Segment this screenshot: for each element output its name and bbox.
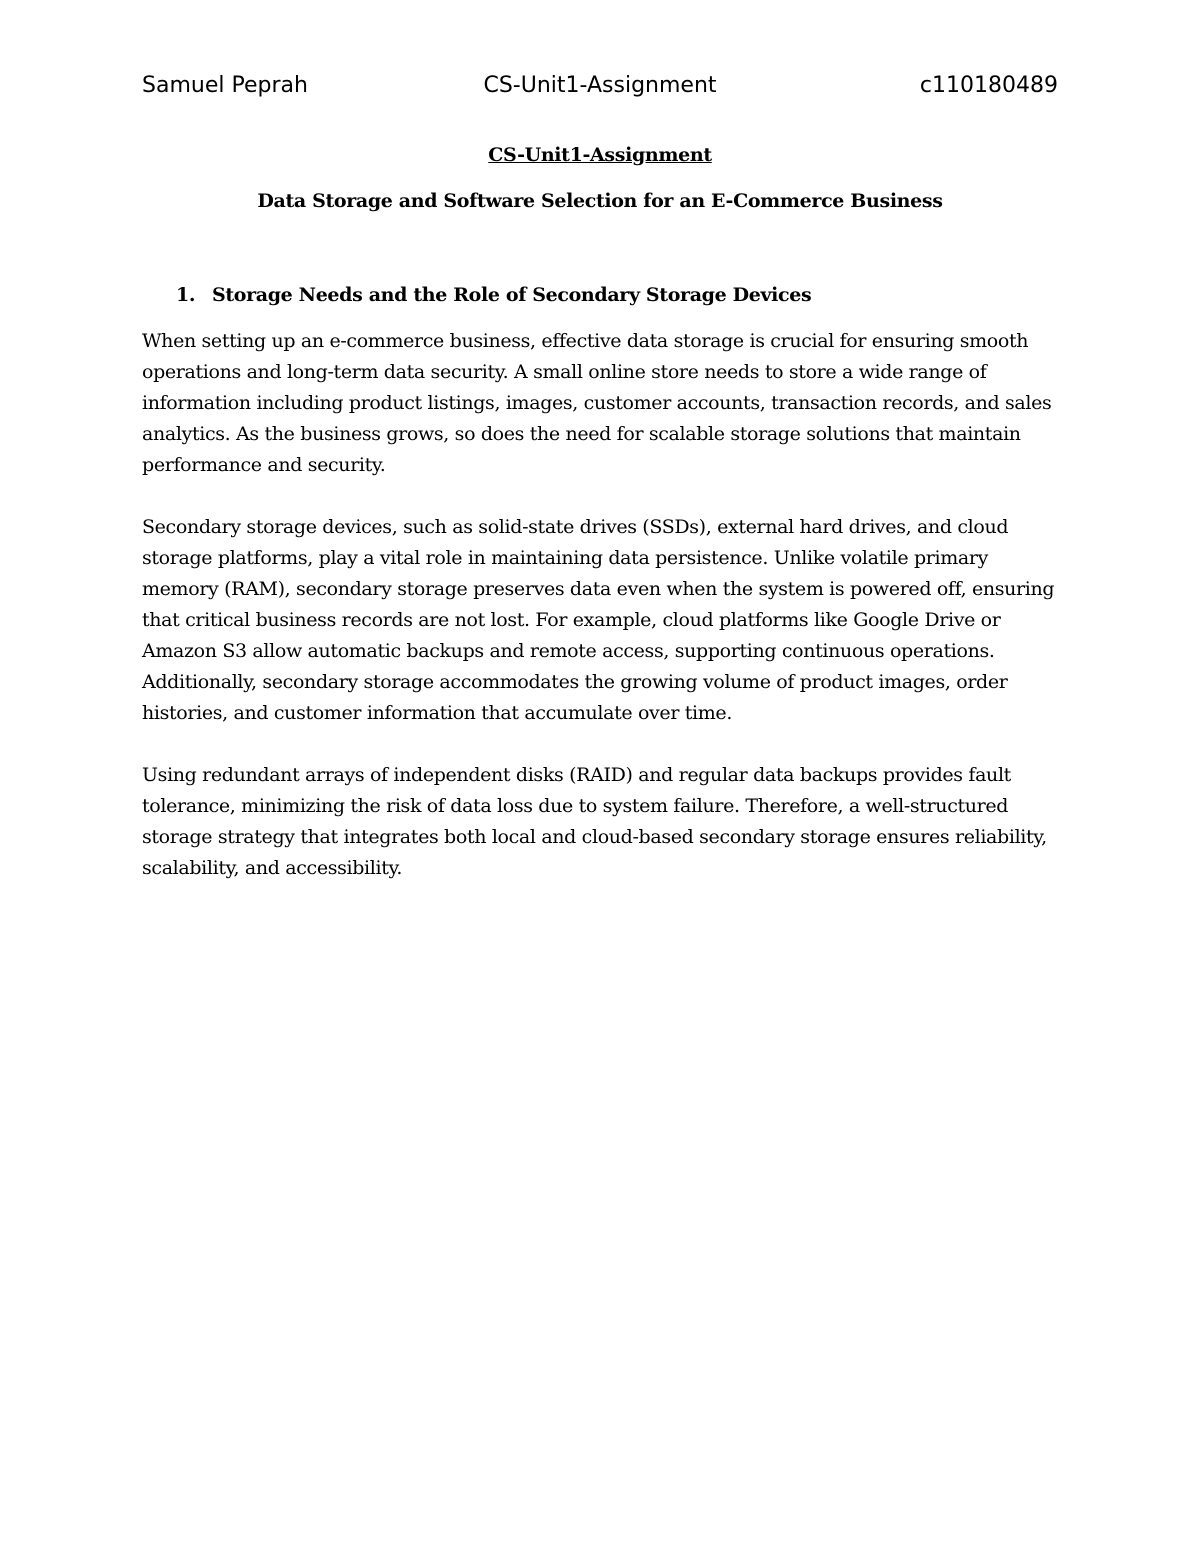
document-title: CS-Unit1-Assignment: [488, 144, 712, 166]
paragraph: Secondary storage devices, such as solid-state drives (SSDs), external hard drives, and cloud storage platforms, play a vital role in maintaining data persistence. Unlike volatile primary memory (RAM), secondary storage preserves data even when the system is powered off, ensuring that critical business records are not lost. For example, cloud platforms like Google Drive or Amazon S3 allow automatic backups and remote access, supporting continuous operations. Additionally, secondary storage accommodates the growing volume of product images, order histories, and customer information that accumulate over time.: [142, 516, 1055, 724]
section-heading-text: Storage Needs and the Role of Secondary Storage Devices: [212, 284, 812, 306]
header-student-id: c110180489: [919, 73, 1058, 98]
paragraph: When setting up an e-commerce business, effective data storage is crucial for ensuring smooth operations and long-term data security. A small online store needs to store a wide range of information including product listings, images, customer accounts, transaction records, and sales analytics. As the business grows, so does the need for scalable storage solutions that maintain performance and security.: [142, 330, 1052, 476]
document-body: [142, 140, 1058, 884]
page-header: [142, 66, 1058, 106]
section-heading: [176, 280, 1058, 312]
header-author: Samuel Peprah: [142, 73, 308, 98]
paragraph: Using redundant arrays of independent disks (RAID) and regular data backups provides fault tolerance, minimizing the risk of data loss due to system failure. Therefore, a well-structured storage strategy that integrates both local and cloud-based secondary storage ensures reliability, scalability, and accessibility.: [142, 764, 1047, 879]
header-assignment-title: CS-Unit1-Assignment: [483, 73, 717, 98]
section-number: 1.: [176, 284, 196, 306]
document-subtitle: Data Storage and Software Selection for an E-Commerce Business: [257, 190, 943, 212]
